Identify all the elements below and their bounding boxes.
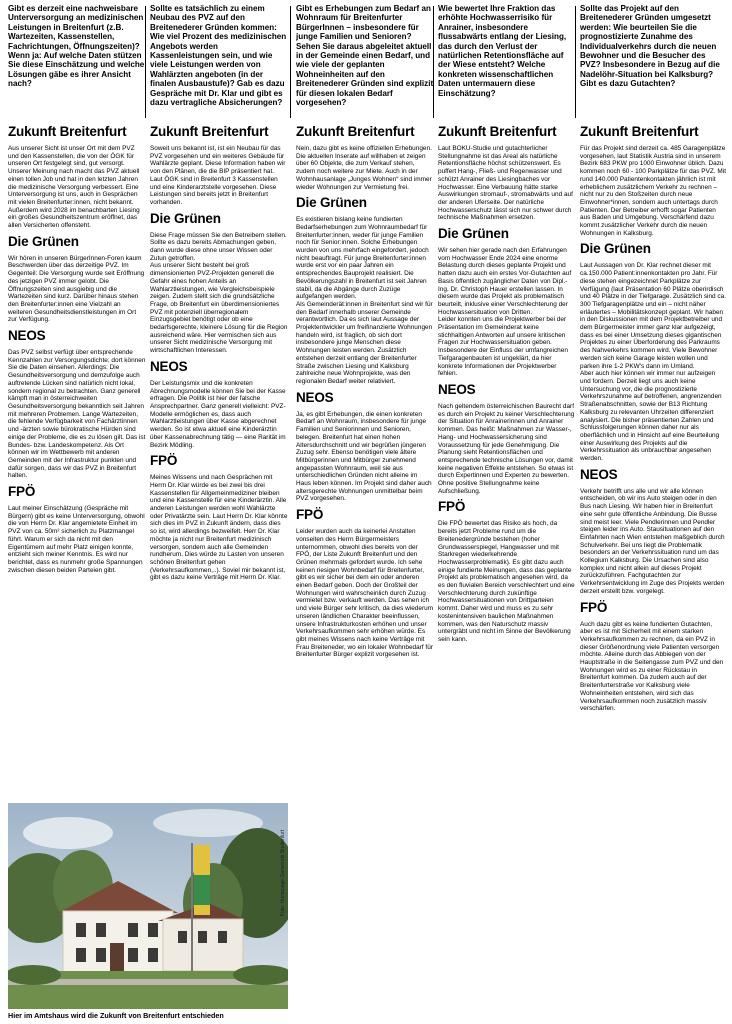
answer-text: Es existieren bislang keine fundierten Bedarfserhebungen zum Wohnraumbedarf für Breitenfurter:innen, weder für junge Familien noch für Senior:innen. Solche Erhebungen wurden von uns mehrfach eingefordert, jedoch nicht beauftragt. Für junge Breitenfurter:innen wurde erst vor ein paar Jahren ein entsprechendes Bauprojekt realisiert. Die Bevölkerungszahl in Breitenfurt ist seit Jahren stabil, da die Abgänge durch Zuzüge aufgefangen werden. Als Gemeinderät:innen in Breitenfurt sind wir für den Bedarf innerhalb unserer Gemeinde verantwortlich. Da es sich laut Aussage der Projektentwickler um freifinanzierte Wohnungen handeln wird, ist fraglich, ob sich dort insbesondere junge Menschen diese Wohnungen leisten werden. Zusätzlich entstehen derzeit entlang der Breitenfurter Straße zwischen Liesing und Kalksburg zahlreiche neue Wohnprojekte, was den regionalen Bedarf weiter relativiert.	[296, 216, 433, 385]
answer-text: Nein, dazu gibt es keine offiziellen Erhebungen. Die aktuellen Inserate auf willhaben et zeigen über 60 Objekte, die zum Verkauf stehen, zudem noch weitere zur Miete. Auch in der Wohnhausanlage „Junges Wohnen“ sind immer wieder Wohnungen zur Vermietung frei.	[296, 145, 432, 191]
answer-text: Wir hören in unseren BürgerInnen-Foren kaum Beschwerden über das derzeitige PVZ. Im Gegenteil: Die Versorgung wurde seit Eröffnung des jetzigen PVZ immer gelobt. Die Öffnungszeiten sind ausgiebig und die Wartezeiten sind kurz. Darüber hinaus stehen den Breitenfurter:innen eine Vielzahl an weiteren Gesundheitsdienstleistungen im Ort zur Verfügung.	[8, 254, 145, 324]
answer-text: Leider wurden auch da keinerlei Anstalten vonseiten des Herrn Bürgermeisters unternommen, obwohl dies bereits von der FPÖ, der Liste Zukunft Breitenfurt und den Grünen mehrmals gefordert wurde. Ich sehe keinen riesigen Wohnbedarf für Breitenfurter, gibt es wir sicher bei dem ein oder anderen einen Bedarf geben. Doch der Großteil der Wohnungen wird wahrscheinlich durch Zuzug vermietet bzw. verkauft werden. Das sehen ich und viele Bürger sehr kritisch, da dies wiederum unseren ländlichen Charakter beeinflussen, unsere Infrastrukturkosten erhöhen und unser Verkehrsaufkommen sehr erhöhen würde. Es gibt meines Wissens nach keine Verträge mit Frau Breiteneder, wo ein lokaler Wohnbedarf für Breitenfurter Bürger explizit vorgesehen ist.	[296, 528, 434, 659]
party-heading: FPÖ	[296, 507, 324, 523]
answer-text: Der Leistungsmix und die konkreten Abrechnungsmodelle können Sie bei der Kasse erfragen. Die Politik ist hier der falsche Ansprechpartner. Ganz generell vielleicht: PVZ-Modelle ermöglichen es, dass auch Wahlarztleistungen über Kasse abgerechnet werden. So ist etwa aktuell eine Kinderärztin über Kassenabrechnung tätig — eine Rarität im Bezirk Mödling.	[150, 379, 286, 449]
party-heading: NEOS	[296, 389, 334, 405]
answer-text: Die FPÖ bewertet das Risiko als hoch, da bereits jetzt Probleme rund um die Breitenedergründe bestehen (hoher Grundwasserspiegel, Hangwasser und mit Starkregen wiederkehrende Hochwasserproblematik). Es gibt dazu auch einige fundierte Meinungen, dass das geplante Projekt als problematisch angesehen wird, da es den fluvialen Bereich verschlechtert und eine Verschlechterung durch zukünftige Hochwassersituationen von Drittparteien kommt. Daher wird und muss es zu sehr kostenintensiven baulichen Maßnahmen kommen, was den Naturschutz massiv untergräbt und nicht im Sinne der Bevölkerung sein kann.	[438, 520, 575, 643]
party-heading: NEOS	[580, 466, 618, 482]
answer-text: Das PVZ selbst verfügt über entsprechende Kennzahlen zur Versorgungsdichte; dort können Sie die Daten einsehen. Allerdings: Die Gesundheitsversorgung und demzufolge auch auftretende Lücken sind natürlich nicht lokal, sondern regional zu betrachten. Ganz generell kämpft man in österreichweiten Gesundheitsversorgung bekanntlich seit Jahren mit mehreren Problemen. Lange Wartezeiten, die fehlende Verfügbarkeit von Fachärztinnen und -ärzten sowie bürokratische Hürden sind einige der Probleme, die es zu lösen gilt. Das ist Bundes- bzw. Landeskompetenz. Als Ort können wir im Wettbewerb mit anderen Gemeinden mit der Infrastruktur punkten und dafür sorgen, dass wir das PVZ in Breitenfurt halten.	[8, 349, 146, 480]
party-heading: Zukunft Breitenfurt	[150, 124, 269, 139]
photo-caption: Hier im Amtshaus wird die Zukunft von Breitenfurt entschieden	[8, 1011, 224, 1020]
party-heading: NEOS	[8, 328, 46, 344]
column-5	[580, 4, 726, 1020]
party-heading: NEOS	[438, 381, 476, 397]
party-heading: NEOS	[150, 358, 188, 374]
answer-text: Auch dazu gibt es keine fundierten Gutachten, aber es ist mit Sicherheit mit einem starken Verkehrsaufkommen zu rechnen, da ein PVZ in dieser Größenordnung viele Patienten versorgen möchte. Alleine durch das Abbiegen von der Hauptstraße in die Seitengasse zum PVZ und den Wohnungen wird es zu einer Rückstau in Breitenfurt kommen. Da zudem auch auf der Breitenfurterstraße vor Kalksburg viele Wohneinheiten entstehen, wird sich das Verkehrsaufkommen noch zusätzlich massiv verschärfen.	[580, 620, 724, 713]
party-heading: Zukunft Breitenfurt	[8, 124, 127, 139]
party-heading: Zukunft Breitenfurt	[296, 124, 415, 139]
answer-text: Laut BOKU-Studie und gutachterlicher Stellungnahme ist das Areal als natürliche Retentionsfläche höchst schützenswert. Es puffert Hang-, Fließ- und Regenwasser und schützt Anrainer des Liesingbaches vor Hochwasser. Eine Verbauung hätte starke Auswirkungen stromauf-, stromabwärts und auf der anderen Uferseite. Der natürliche Hochwasserschutz lässt sich nur schwer durch technische Maßnahmen ersetzen.	[438, 145, 573, 222]
answer-text: Meines Wissens und nach Gesprächen mit Herrn Dr. Klar würde es bei zwei bis drei Kassenstellen für Allgemeinmediziner bleiben und eine Kassenstelle für eine Kinderärztin. Alle anderen Leistungen werden wohl Wahlärzte oder Privatärzte sein. Laut Herrn Dr. Klar könnte sich dies im PVZ in Zukunft ändern, dass dies so ist, wird allerdings bezweifelt. Herr Dr. Klar möchte ja nicht nur Breitenfurt medizinisch versorgen, sondern auch alle Gemeinden rundherum. Dies würde zu Lasten von unseren schönen Breitenfurt gehen (Verkehrsaufkommen,..). Soviel mir bekannt ist, gibt es dazu keine Verträge mit Herrn Dr. Klar.	[150, 474, 288, 582]
column-3	[296, 4, 434, 1020]
answer-text: Für das Projekt sind derzeit ca. 485 Garagenplätze vorgesehen, laut Statistik Austria sind in unserem Bezirk 683 PKW pro 1000 Einwohner üblich. Dazu kommen noch 60 - 100 Parkplätze für das PVZ. Mit rund 140.000 Patientenkontakten jährlich ist mit erheblichem zusätzlichem Verkehr zu rechnen – nicht nur zu den Stoßzeiten durch neue Einwohner*innen, sondern auch untertags durch Patienten. Der Betreiber erhofft sogar Patienten aus Baden und Umgebung. Verschärfend dazu kommt zusätzlicher Verkehr durch die neuen Wohnungen in Kalksburg.	[580, 145, 726, 237]
photo-credit: Foto: Homepage Gemeinde Breitenfurt	[280, 830, 286, 917]
answer-text: Nach geltendem österreichischen Baurecht darf es durch ein Projekt zu keiner Verschlechterung der Situation für Anrainerinnen und Anrainer kommen. Das heißt: Maßnahmen zur Wasser-, Hang- und Hochwassersicherung sind Voraussetzung für jede Genehmigung. Die Planung sieht Retentionsflächen und entsprechende technische Lösungen vor, damit keine negativen Effekte entstehen. So etwas ist durch Expertinnen und Experten zu bewerten. Ohne positive Stellungnahme keine Aufschließung.	[438, 402, 575, 495]
question: Sollte das Projekt auf den Breitenederer Gründen umgesetzt werden: Wie beurteilen Sie die prognostizierte Zunahme des Individualverkehrs durch die neuen Bewohner und die Besucher des PVZ? Insbesondere in Bezug auf die Nadelöhr-Situation bei Kalksburg? Gibt es dazu Gutachten?	[580, 4, 720, 89]
answer-text: Ja, es gibt Erhebungen, die einen konkreten Bedarf an Wohnraum, insbesondere für junge Familien und Seniorinnen und Senioren, belegen. Breitenfurt hat einen hohen Altersdurchschnitt und wir begrüßen jüngeren Zuzug sehr. Ebenso benötigen viele ältere Mitbürgerinnen und Mitbürger zunehmend angepassten Wohnraum, weil sie aus unterschiedlichen Gründen nicht alleine im Haus leben können. Im Projekt sind daher auch altersgerechte Wohnungen unmittelbar beim PVZ vorgesehen.	[296, 410, 432, 503]
party-heading: FPÖ	[580, 599, 608, 615]
answer-text: Verkehr betrifft uns alle und wir alle können entscheiden, ob wir ins Auto steigen oder in den Bus nach Liesing. Wir haben hier in Breitenfurt eine sehr gute öffentliche Anbindung. Die Busse sind meist leer. Viele Pendlerinnen und Pendler steigen leider ins Auto. Stausituationen auf den Einfahrten nach Wien entstehen maßgeblich durch Schulverkehr. Bei uns liegt die Problematik besonders an der Verkehrssituation rund um das Kollegium Kalksburg. Die Ursachen sind also komplex und nicht allein auf dieses Projekt zurückzuführen. Fachgutachten zur Verkehrsentwicklung im Zuge des Projekts werden derzeit erstellt bzw. vorgelegt.	[580, 487, 725, 595]
answer-text: Laut meiner Einschätzung (Gespräche mit Bürgern) gibt es keine Unterversorgung, obwohl die von Herrn Dr. Klar angemietete Einheit im PVZ von ca. 50m² sicherlich zu Platzmangel führt. Warum er sich da nicht mit den Eigentümern auf mehr Platz einigen konnte, entzieht sich meiner Kenntnis. Es wird nur berichtet, dass es nunmehr große Spannungen zwischen diesen beiden Parteien gibt.	[8, 505, 145, 574]
column-2	[150, 4, 288, 794]
column-4	[438, 4, 576, 1020]
amtshaus-illustration	[8, 803, 288, 1009]
answer-text: Laut Aussagen von Dr. Klar rechnet dieser mit ca.150.000 Patient:innenkontakten pro Jahr. Für diese stehen eingezeichnet Parkplätze zur Verfügung (laut Präsentation 60 Plätze oberirdisch und 40 Plätze in der Tiefgarage. Zusätzlich sind ca. 300 Tiefgaragenplätze und ein – nicht näher erläutertes – Mobilitätskonzept geplant. Wir haben in den Diskussionen mit dem Projektbetreiber und dem Bürgermeister immer ganz klar aufgezeigt, dass es bei einer Umsetzung dieses gigantischen Projektes zu einer Überforderung des Parkraums des Nahverkehrs kommen wird. Viele Bewohner werden sich keine Garage leisten wollen und parken ihre 1-2 PKW's dann im Umland. Aber auch hier können wir immer nur aufzeigen und fordern. Derzeit liegt uns auch keine Untersuchung vor, die die prognostizierte Verkehrszunahme auf betroffenen, angrenzenden Straßenabschnitten, sowie der B13 Richtung Kalksburg zu relevanten Uhrzeiten differenziert analysiert. Die bisher präsentierten Zahlen und Schlussfolgerungen können daher nur als oberflächlich und in Hinsicht auf eine Beurteilung einer Auswirkung des Projekts auf die Verkehrssituation als unbrauchbar angesehen werden.	[580, 262, 726, 463]
party-heading: Die Grünen	[8, 233, 79, 249]
answer-text: Diese Frage müssen Sie den Betreibern stellen. Sollte es dazu bereits Abmachungen geben, dann wurde diese ohne unser Wissen oder Zutun getroffen. Aus unserer Sicht besteht bei groß dimensionierten PVZ-Projekten generell die Gefahr eines hohen Anteils an Wahlarztleistungen, wie Vergleichsbeispiele zeigen. Zudem stellt sich die grundsätzliche Frage, ob Breitenfurt ein überdimensioniertes PVZ mit potenziell überregionalem Einzugsgebiet benötigt oder ob eine bedarfsgerechte, kleinere Lösung für die Region ausreichend wäre. Hier vermischen sich aus unserer Sicht medizinische Versorgung mit wirtschaftlichen Interessen.	[150, 231, 288, 355]
answer-text: Soweit uns bekannt ist, ist ein Neubau für das PVZ vorgesehen und ein weiteres Gebäude für Wahlärzte geplant. Diese Information haben wir von den Plänen, die die BIP präsentiert hat. Laut ÖGK sind in Breitenfurt 3 Kassenstellen und eine Kinderarztstelle vorgesehen. Diese Leistungen sind bereits jetzt in Breitenfurt vorhanden.	[150, 145, 286, 206]
party-heading: Zukunft Breitenfurt	[438, 124, 557, 139]
party-heading: FPÖ	[150, 453, 178, 469]
answer-text: Aus unserer Sicht ist unser Ort mit dem PVZ und den Kassenstellen, die von der ÖGK für unseren Ort festgelegt sind, gut versorgt. Unserer Meinung nach macht das PVZ aktuell einen tollen Job und hat in den letzten Jahren die medizinische Versorgung verbessert. Eine Unterversorgung ist uns, auch in Gesprächen mit vielen Breitenfurter:innen, nicht bekannt. Außerdem wird 2028 im benachbarten Liesing ein großes Gesundheitszentrum eröffnet, das allen Versicherten offensteht.	[8, 145, 140, 230]
amtshaus-photo	[8, 803, 288, 1009]
party-heading: FPÖ	[8, 484, 36, 500]
party-heading: Die Grünen	[150, 210, 221, 226]
party-heading: Die Grünen	[438, 226, 509, 242]
party-heading: Die Grünen	[296, 195, 367, 211]
party-heading: Die Grünen	[580, 241, 651, 257]
question: Gibt es derzeit eine nachweisbare Unterversorgung an medizinischen Leistungen in Breitenfurt (z.B. Wartezeiten, Kassenstellen, Fachrichtungen, Öffnungszeiten)? Wenn ja: Auf welche Daten stützen Sie diese Einschätzung und welche Lösungen gäbe es ihrer Ansicht nach?	[8, 4, 145, 89]
column-divider	[290, 6, 291, 118]
party-heading: Zukunft Breitenfurt	[580, 124, 699, 139]
party-heading: FPÖ	[438, 499, 466, 515]
answer-text: Wir sehen hier gerade nach den Erfahrungen vom Hochwasser Ende 2024 eine enorme Belastung durch dieses geplante Projekt und hatten dazu auch ein erstes Vor-Gutachten auf Basis öffentlich zugänglicher Daten von Dipl.-Ing. Dr. Christoph Hauer erstellen lassen. In diesem wurde das Projekt als problematisch beurteilt, inklusive einer Verschlechterung der Hochwassersituation von Dritten. Leider konnten uns die Projektwerber bei der Präsentation im Gemeinderat keine stichhaltigen Antworten auf unsere kritischen Fragen zur Hochwassersituation geben. Insbesondere der Einfluss der umfangreichen Tiefgaragenbauten ist ungeklärt, da hier konkrete Informationen der Projektwerber fehlen.	[438, 247, 572, 378]
question: Wie bewertet Ihre Fraktion das erhöhte Hochwasserrisiko für Anrainer, insbesondere flussabwärts entlang der Liesing, das durch den Verlust der natürlichen Retentionsfläche auf der Wiese entsteht? Welche konkreten wissenschaftlichen Daten untermauern diese Einschätzung?	[438, 4, 567, 98]
question: Gibt es Erhebungen zum Bedarf an Wohnraum für Breitenfurter BürgerInnen – insbesondere für junge Familien und Senioren? Sehen Sie daraus abgeleitet aktuell in der Gemeinde einen Bedarf, und wie viele der geplanten Wohneinheiten auf den Breitenederer Gründen sind explizit für diesen lokalen Bedarf vorgesehen?	[296, 4, 434, 108]
question: Sollte es tatsächlich zu einem Neubau des PVZ auf den Breitenederer Gründen kommen: Wie viel Prozent des medizinischen Angebots werden Kassenleistungen sein, und wie viele Leistungen werden von Wahlärzten angeboten (in der finalen Ausbaustufe)? Gab es dazu Gespräche mit Dr. Klar und gibt es dazu vertragliche Absicherungen?	[150, 4, 287, 108]
